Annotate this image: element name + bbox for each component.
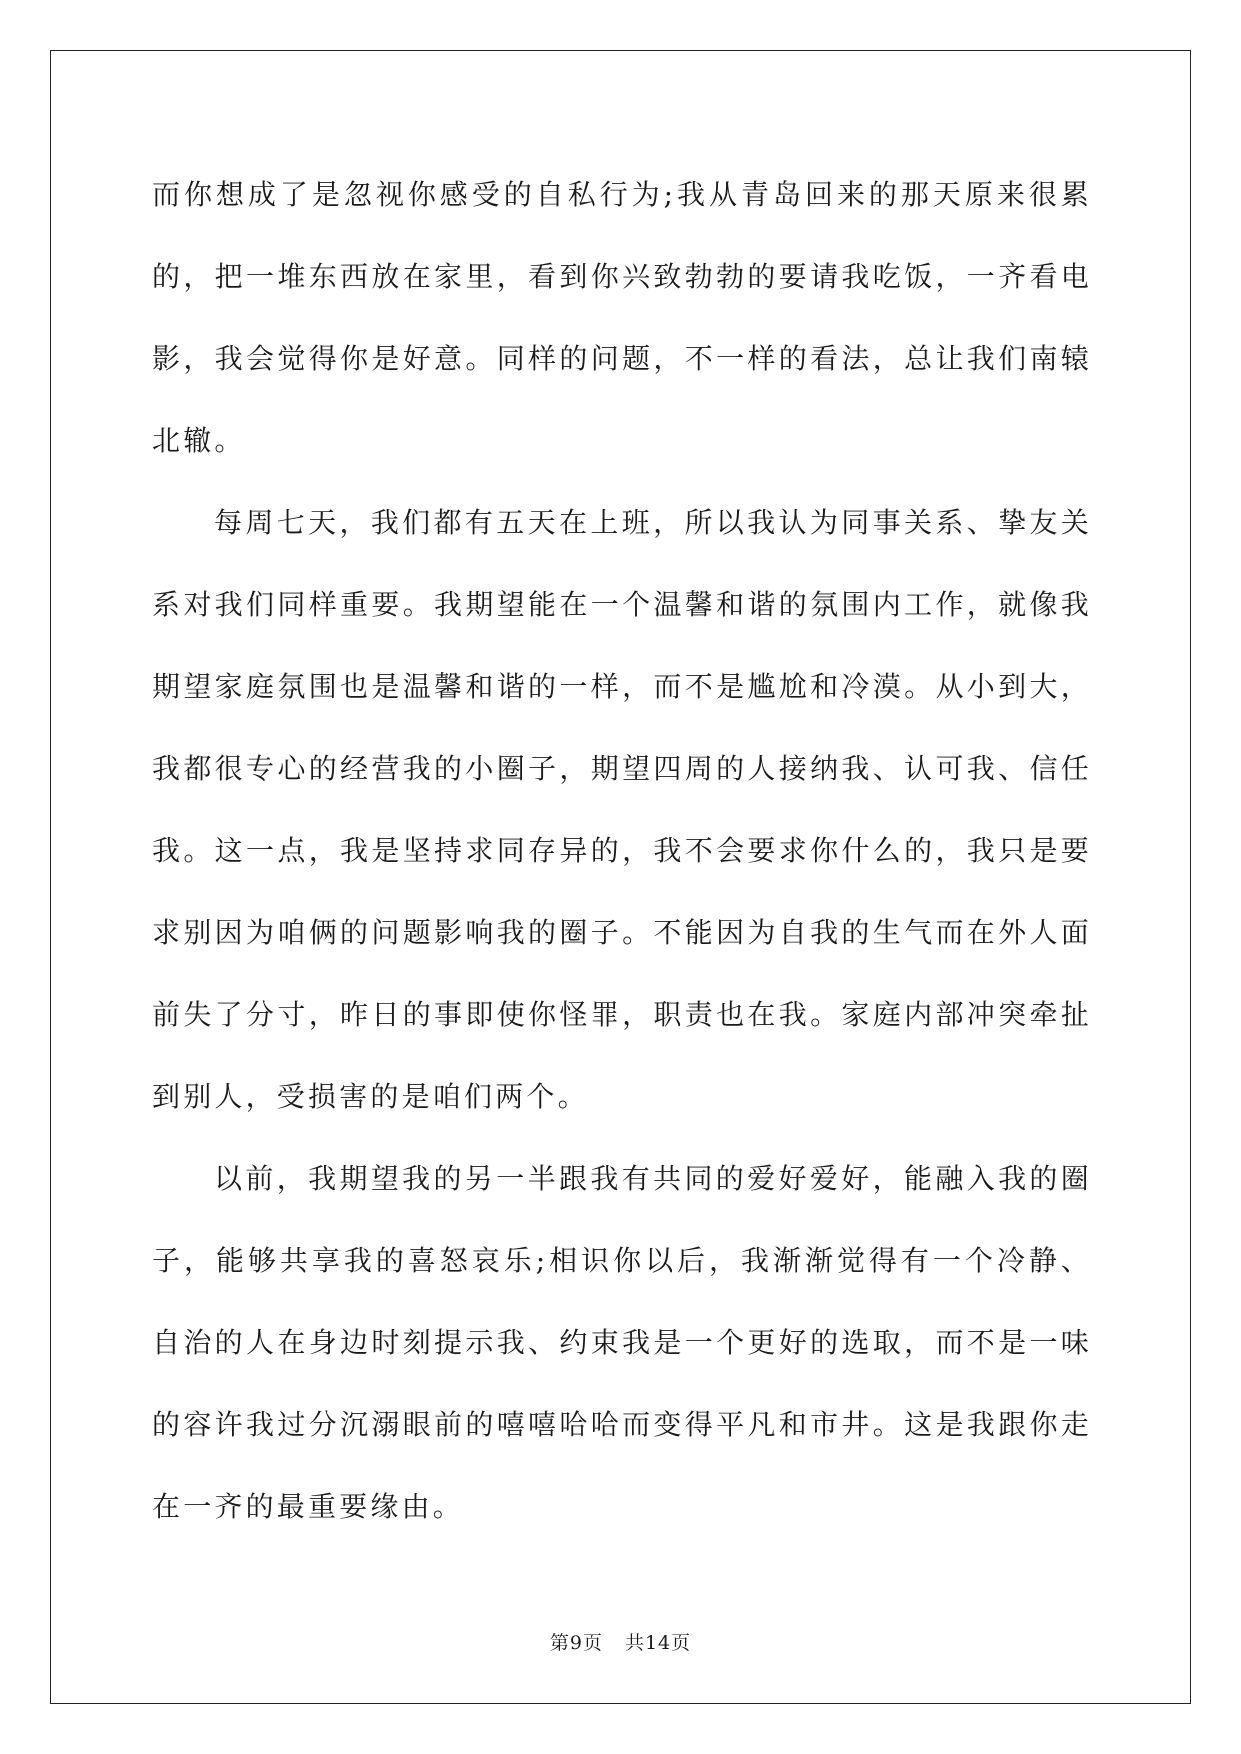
document-body: [152, 154, 1092, 1548]
paragraph-1: 而你想成了是忽视你感受的自私行为;我从青岛回来的那天原来很累的，把一堆东西放在家里，看到你兴致勃勃的要请我吃饭，一齐看电影，我会觉得你是好意。同样的问题，不一样的看法，总让我们南辕北辙。: [152, 178, 1092, 457]
current-page-number: 第9页: [549, 1632, 603, 1654]
paragraph-3: 以前，我期望我的另一半跟我有共同的爱好爱好，能融入我的圈子，能够共享我的喜怒哀乐;相识你以后，我渐渐觉得有一个冷静、自治的人在身边时刻提示我、约束我是一个更好的选取，而不是一味的容许我过分沉溺眼前的嘻嘻哈哈而变得平凡和市井。这是我跟你走在一齐的最重要缘由。: [152, 1162, 1092, 1523]
page-footer: [0, 1628, 1241, 1655]
paragraph-2: 每周七天，我们都有五天在上班，所以我认为同事关系、挚友关系对我们同样重要。我期望能在一个温馨和谐的氛围内工作，就像我期望家庭氛围也是温馨和谐的一样，而不是尴尬和冷漠。从小到大，我都很专心的经营我的小圈子，期望四周的人接纳我、认可我、信任我。这一点，我是坚持求同存异的，我不会要求你什么的，我只是要求别因为咱俩的问题影响我的圈子。不能因为自我的生气而在外人面前失了分寸，昨日的事即使你怪罪，职责也在我。家庭内部冲突牵扯到别人，受损害的是咱们两个。: [152, 506, 1092, 1113]
total-pages: 共14页: [624, 1632, 692, 1654]
